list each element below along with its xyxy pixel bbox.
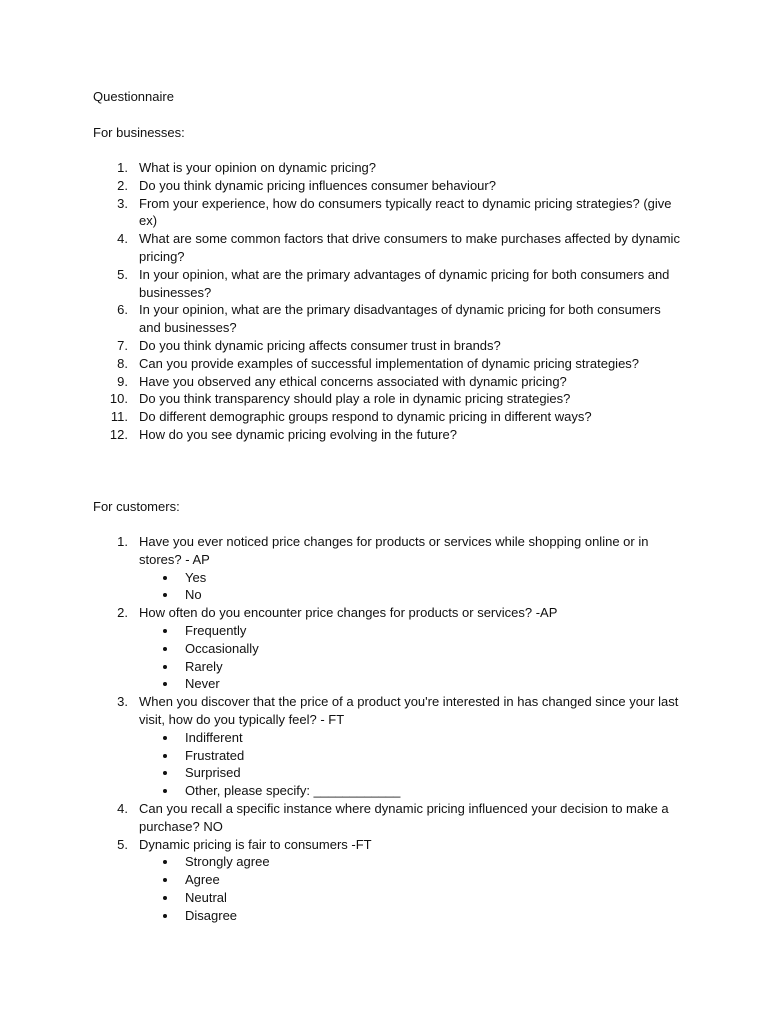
answer-option: Other, please specify: ____________: [139, 782, 684, 800]
question-number: 1.: [117, 534, 128, 549]
customer-question: [0, 693, 684, 800]
business-question: [0, 301, 684, 337]
business-question-list: [0, 159, 768, 444]
business-question: [0, 355, 684, 373]
question-number: 11.: [110, 409, 128, 425]
question-number: 9.: [117, 373, 128, 389]
answer-option: Disagree: [139, 907, 684, 925]
question-number: 4.: [117, 800, 128, 816]
answer-option: Agree: [139, 871, 684, 889]
question-text: What are some common factors that drive consumers to make purchases affected by dynamic pricing?: [139, 231, 680, 264]
question-text: From your experience, how do consumers typically react to dynamic pricing strategies? (give ex): [139, 195, 672, 229]
business-question: [0, 230, 684, 266]
answer-option: Rarely: [139, 658, 684, 676]
customers-section-heading: For customers:: [93, 499, 180, 514]
answer-options: [139, 729, 684, 800]
answer-option: Frequently: [139, 622, 684, 640]
answer-option: Surprised: [139, 764, 684, 782]
question-text: Do you think dynamic pricing influences consumer behaviour?: [139, 177, 496, 193]
answer-option: No: [139, 586, 684, 604]
question-number: 1.: [117, 160, 128, 175]
question-text: When you discover that the price of a product you're interested in has changed since your last visit, how do you typically feel? - FT: [139, 694, 679, 727]
businesses-section-heading: For businesses:: [93, 125, 185, 140]
question-number: 6.: [117, 302, 128, 318]
question-number: 3.: [117, 694, 128, 710]
business-question: [0, 408, 684, 426]
answer-option: Strongly agree: [139, 853, 684, 871]
answer-option: Occasionally: [139, 640, 684, 658]
question-text: Have you ever noticed price changes for products or services while shopping online or in stores? - AP: [139, 534, 649, 567]
customer-question: [0, 604, 684, 693]
question-text: Can you provide examples of successful implementation of dynamic pricing strategies?: [139, 355, 640, 371]
answer-option: Never: [139, 675, 684, 693]
question-number: 2.: [117, 605, 128, 621]
question-text: Can you recall a specific instance where dynamic pricing influenced your decision to make a purchase? NO: [139, 800, 669, 834]
question-text: Do you think transparency should play a role in dynamic pricing strategies?: [139, 391, 571, 407]
customer-question: [0, 800, 684, 836]
answer-options: [139, 853, 684, 924]
business-question: [0, 390, 684, 408]
question-text: Have you observed any ethical concerns associated with dynamic pricing?: [139, 373, 567, 389]
question-text: Dynamic pricing is fair to consumers -FT: [139, 836, 372, 852]
business-question: [0, 159, 684, 177]
answer-options: [139, 569, 684, 605]
question-number: 5.: [117, 836, 128, 852]
question-number: 12.: [109, 426, 128, 442]
business-question: [0, 373, 684, 391]
answer-option: Yes: [139, 569, 684, 587]
business-question: [0, 266, 684, 302]
answer-option: Frustrated: [139, 747, 684, 765]
question-number: 8.: [117, 355, 128, 371]
question-number: 10.: [109, 391, 128, 407]
answer-option: Indifferent: [139, 729, 684, 747]
customer-question: [0, 533, 684, 604]
answer-option: Neutral: [139, 889, 684, 907]
question-text: In your opinion, what are the primary disadvantages of dynamic pricing for both consumers and businesses?: [139, 302, 661, 336]
business-question: [0, 337, 684, 355]
question-text: Do you think dynamic pricing affects consumer trust in brands?: [139, 337, 501, 353]
business-question: [0, 177, 684, 195]
document-title: Questionnaire: [93, 89, 174, 104]
question-number: 5.: [117, 266, 128, 282]
question-text: How do you see dynamic pricing evolving in the future?: [139, 426, 457, 442]
question-text: Do different demographic groups respond to dynamic pricing in different ways?: [139, 409, 592, 425]
question-text: How often do you encounter price changes for products or services? -AP: [139, 605, 558, 621]
customer-question-list: [0, 533, 768, 925]
business-question: [0, 195, 684, 231]
question-text: What is your opinion on dynamic pricing?: [139, 160, 377, 175]
customer-question: [0, 836, 684, 925]
question-number: 2.: [117, 177, 128, 193]
answer-options: [139, 622, 684, 693]
question-number: 3.: [117, 195, 128, 211]
business-question: [0, 426, 684, 444]
question-text: In your opinion, what are the primary advantages of dynamic pricing for both consumers and businesses?: [139, 266, 670, 300]
question-number: 4.: [117, 231, 128, 247]
question-number: 7.: [117, 337, 128, 353]
